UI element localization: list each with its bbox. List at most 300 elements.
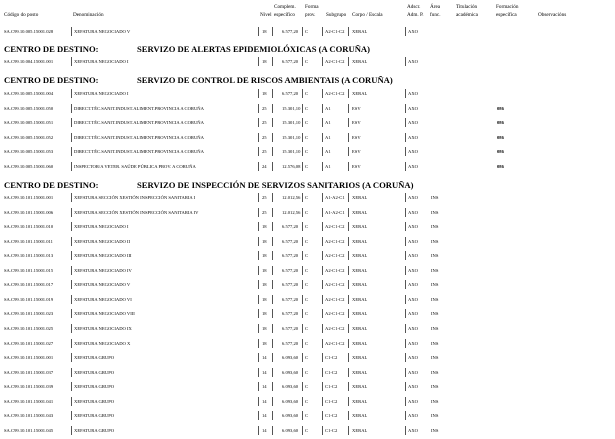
col-header-formacion-2: específica bbox=[496, 12, 517, 18]
table-row bbox=[0, 133, 615, 142]
cell-nivel: 18 bbox=[262, 296, 267, 302]
cell-codigo: SA.C99.10.101.15001.041 bbox=[4, 398, 54, 404]
cell-adscr: AXO bbox=[408, 120, 418, 125]
cell-subgrupo: C1-C2 bbox=[325, 398, 338, 404]
cell-area: INS bbox=[431, 195, 439, 200]
column-divider bbox=[71, 368, 72, 377]
col-header-forma-1: Forma bbox=[305, 4, 319, 10]
column-divider bbox=[71, 162, 72, 171]
column-divider bbox=[348, 295, 349, 304]
column-divider bbox=[405, 147, 406, 156]
cell-nivel: 14 bbox=[262, 384, 267, 390]
cell-complem: 6.093,60 bbox=[282, 427, 299, 433]
column-divider bbox=[322, 382, 323, 391]
column-divider bbox=[302, 27, 303, 36]
col-header-adscr-1: Adscr. bbox=[407, 4, 421, 10]
column-divider bbox=[71, 339, 72, 348]
column-divider bbox=[302, 147, 303, 156]
cell-forma: C bbox=[305, 355, 309, 361]
table-row bbox=[0, 266, 615, 275]
column-divider bbox=[405, 251, 406, 260]
column-divider bbox=[258, 27, 259, 36]
cell-adscr: AXO bbox=[408, 224, 418, 230]
column-divider bbox=[258, 193, 259, 202]
cell-denominacion: XEFATURA SECCIÓN XESTIÓN INSPECCIÓN SANITARIA IV bbox=[74, 209, 199, 215]
column-divider bbox=[348, 208, 349, 217]
cell-corpo: XERAL bbox=[352, 195, 368, 200]
cell-subgrupo: C1-C2 bbox=[325, 355, 338, 361]
column-divider bbox=[302, 426, 303, 435]
column-divider bbox=[258, 89, 259, 98]
cell-codigo: SA.C99.10.005.15001.053 bbox=[4, 149, 54, 154]
cell-forma: C bbox=[305, 149, 309, 154]
column-divider bbox=[302, 193, 303, 202]
column-divider bbox=[322, 353, 323, 362]
column-divider bbox=[322, 266, 323, 275]
cell-forma: C bbox=[305, 413, 309, 419]
cell-corpo: XERAL bbox=[352, 296, 368, 302]
column-divider bbox=[272, 280, 273, 289]
cell-corpo: XERAL bbox=[352, 413, 368, 419]
cell-complem: 6.577,20 bbox=[282, 311, 299, 317]
cell-corpo: ESV bbox=[352, 105, 361, 111]
cell-codigo: SA.C99.10.005.15001.028 bbox=[4, 29, 54, 34]
cell-corpo: XERAL bbox=[352, 209, 368, 215]
column-divider bbox=[258, 222, 259, 231]
table-row bbox=[0, 382, 615, 391]
column-divider bbox=[258, 324, 259, 333]
cell-denominacion: XEFATURA SECCIÓN XESTIÓN INSPECCIÓN SANITARIA I bbox=[74, 195, 196, 200]
cell-denominacion: XEFATURA NEGOCIADO VI bbox=[74, 296, 132, 302]
cell-subgrupo: A2-C1-C2 bbox=[325, 91, 345, 96]
column-divider bbox=[405, 382, 406, 391]
column-divider bbox=[71, 324, 72, 333]
cell-denominacion: XEFATURA NEGOCIADO III bbox=[74, 253, 132, 259]
cell-corpo: XERAL bbox=[352, 282, 368, 288]
column-divider bbox=[272, 251, 273, 260]
column-divider bbox=[272, 266, 273, 275]
cell-corpo: XERAL bbox=[352, 427, 368, 433]
table-row bbox=[0, 426, 615, 435]
cell-complem: 6.093,60 bbox=[282, 384, 299, 390]
column-divider bbox=[258, 147, 259, 156]
column-divider bbox=[302, 353, 303, 362]
cell-area: INS bbox=[431, 224, 439, 230]
cell-area: INS bbox=[431, 311, 439, 317]
column-divider bbox=[322, 208, 323, 217]
cell-codigo: SA.C99.10.004.15001.001 bbox=[4, 59, 54, 64]
table-row bbox=[0, 222, 615, 231]
column-divider bbox=[272, 222, 273, 231]
column-divider bbox=[405, 324, 406, 333]
column-divider bbox=[348, 89, 349, 98]
column-divider bbox=[322, 324, 323, 333]
cell-codigo: SA.C99.10.101.15001.001 bbox=[4, 195, 54, 200]
cell-nivel: 18 bbox=[262, 59, 267, 64]
cell-corpo: XERAL bbox=[352, 384, 368, 390]
cell-codigo: SA.C99.10.101.15001.013 bbox=[4, 253, 54, 259]
column-divider bbox=[272, 411, 273, 420]
column-divider bbox=[302, 222, 303, 231]
column-divider bbox=[258, 118, 259, 127]
cell-corpo: XERAL bbox=[352, 91, 368, 96]
table-row bbox=[0, 368, 615, 377]
cell-subgrupo: A2-C1-C2 bbox=[325, 311, 345, 317]
col-header-titulacion-2: académica bbox=[456, 12, 478, 18]
cell-subgrupo: C1-C2 bbox=[325, 369, 338, 375]
col-header-adscr-2: Adm. P. bbox=[407, 12, 424, 18]
cell-forma: C bbox=[305, 398, 309, 404]
cell-denominacion: XEFATURA NEGOCIADO IX bbox=[74, 325, 132, 331]
cell-formacion: 086 bbox=[497, 120, 504, 125]
column-divider bbox=[405, 222, 406, 231]
cell-subgrupo: A1 bbox=[325, 120, 331, 125]
column-divider bbox=[258, 382, 259, 391]
cell-codigo: SA.C99.10.101.15001.045 bbox=[4, 427, 54, 433]
column-divider bbox=[322, 339, 323, 348]
col-header-nivel: Nivel bbox=[260, 12, 272, 18]
col-header-formacion-1: Formación bbox=[496, 4, 519, 10]
cell-adscr: AXO bbox=[408, 253, 418, 259]
cell-adscr: AXO bbox=[408, 282, 418, 288]
column-divider bbox=[405, 339, 406, 348]
cell-complem: 6.577,20 bbox=[282, 267, 299, 273]
col-header-complem-1: Complem. bbox=[274, 4, 296, 10]
cell-denominacion: DIRECT.TÉC.SANIT.INDUST.ALIMENT.PROVINCIA A CORUÑA bbox=[74, 149, 204, 154]
column-divider bbox=[348, 147, 349, 156]
cell-area: INS bbox=[431, 253, 439, 259]
column-divider bbox=[258, 104, 259, 113]
column-divider bbox=[302, 237, 303, 246]
cell-subgrupo: C1-C2 bbox=[325, 427, 338, 433]
column-divider bbox=[405, 237, 406, 246]
column-divider bbox=[405, 353, 406, 362]
cell-adscr: AXO bbox=[408, 384, 418, 390]
cell-formacion: 086 bbox=[497, 134, 504, 140]
cell-nivel: 25 bbox=[262, 120, 267, 125]
column-divider bbox=[272, 426, 273, 435]
column-divider bbox=[348, 280, 349, 289]
column-divider bbox=[272, 104, 273, 113]
cell-nivel: 14 bbox=[262, 369, 267, 375]
cell-subgrupo: A2-C1-C2 bbox=[325, 282, 345, 288]
table-row bbox=[0, 147, 615, 156]
column-divider bbox=[71, 411, 72, 420]
column-divider bbox=[348, 118, 349, 127]
column-divider bbox=[405, 280, 406, 289]
table-row bbox=[0, 104, 615, 113]
column-divider bbox=[272, 324, 273, 333]
column-divider bbox=[322, 133, 323, 142]
column-divider bbox=[322, 411, 323, 420]
table-row bbox=[0, 324, 615, 333]
cell-area: INS bbox=[431, 325, 439, 331]
cell-corpo: XERAL bbox=[352, 398, 368, 404]
column-divider bbox=[348, 309, 349, 318]
column-divider bbox=[272, 382, 273, 391]
cell-area: INS bbox=[431, 355, 439, 361]
column-divider bbox=[272, 339, 273, 348]
column-divider bbox=[302, 89, 303, 98]
cell-nivel: 25 bbox=[262, 149, 267, 154]
cell-adscr: AXO bbox=[408, 369, 418, 375]
column-divider bbox=[405, 118, 406, 127]
column-divider bbox=[272, 237, 273, 246]
column-divider bbox=[71, 426, 72, 435]
column-divider bbox=[258, 309, 259, 318]
column-divider bbox=[405, 193, 406, 202]
cell-denominacion: XEFATURA GRUPO bbox=[74, 427, 115, 433]
cell-corpo: XERAL bbox=[352, 224, 368, 230]
column-divider bbox=[272, 147, 273, 156]
column-divider bbox=[71, 353, 72, 362]
cell-forma: C bbox=[305, 369, 309, 375]
cell-nivel: 18 bbox=[262, 253, 267, 259]
cell-forma: C bbox=[305, 29, 309, 34]
table-row bbox=[0, 339, 615, 348]
column-divider bbox=[71, 397, 72, 406]
cell-nivel: 25 bbox=[262, 195, 267, 200]
cell-corpo: XERAL bbox=[352, 311, 368, 317]
column-divider bbox=[71, 193, 72, 202]
cell-denominacion: XEFATURA NEGOCIADO VIII bbox=[74, 311, 135, 317]
column-divider bbox=[348, 222, 349, 231]
column-divider bbox=[405, 397, 406, 406]
cell-corpo: XERAL bbox=[352, 253, 368, 259]
column-divider bbox=[322, 280, 323, 289]
cell-nivel: 18 bbox=[262, 325, 267, 331]
cell-codigo: SA.C99.10.005.15001.052 bbox=[4, 134, 54, 140]
cell-corpo: XERAL bbox=[352, 325, 368, 331]
cell-corpo: XERAL bbox=[352, 340, 368, 346]
cell-adscr: AXO bbox=[408, 427, 418, 433]
column-divider bbox=[302, 382, 303, 391]
table-row bbox=[0, 295, 615, 304]
cell-forma: C bbox=[305, 238, 309, 244]
cell-complem: 15.301,10 bbox=[282, 105, 301, 111]
column-divider bbox=[322, 57, 323, 66]
cell-subgrupo: A2-C1-C2 bbox=[325, 59, 345, 64]
cell-nivel: 18 bbox=[262, 340, 267, 346]
col-header-observacions: Observacións bbox=[538, 12, 567, 18]
column-divider bbox=[71, 237, 72, 246]
column-divider bbox=[71, 133, 72, 142]
column-divider bbox=[322, 118, 323, 127]
cell-complem: 12.576,08 bbox=[282, 163, 301, 169]
cell-complem: 6.577,20 bbox=[282, 340, 299, 346]
column-divider bbox=[405, 133, 406, 142]
cell-denominacion: XEFATURA GRUPO bbox=[74, 355, 115, 361]
cell-denominacion: DIRECT.TÉC.SANIT.INDUST.ALIMENT.PROVINCIA A CORUÑA bbox=[74, 134, 204, 140]
cell-subgrupo: A1-A2-C1 bbox=[325, 195, 345, 200]
column-divider bbox=[405, 57, 406, 66]
cell-forma: C bbox=[305, 296, 309, 302]
cell-forma: C bbox=[305, 384, 309, 390]
cell-subgrupo: A1 bbox=[325, 149, 331, 154]
table-row bbox=[0, 411, 615, 420]
cell-codigo: SA.C99.10.101.15001.015 bbox=[4, 267, 54, 273]
cell-codigo: SA.C99.10.005.15001.050 bbox=[4, 105, 54, 111]
cell-adscr: AXO bbox=[408, 325, 418, 331]
cell-complem: 6.577,20 bbox=[282, 282, 299, 288]
column-divider bbox=[348, 324, 349, 333]
cell-nivel: 14 bbox=[262, 398, 267, 404]
column-divider bbox=[71, 309, 72, 318]
table-row bbox=[0, 251, 615, 260]
column-divider bbox=[302, 280, 303, 289]
cell-denominacion: XEFATURA NEGOCIADO I bbox=[74, 59, 129, 64]
cell-subgrupo: C1-C2 bbox=[325, 413, 338, 419]
table-row bbox=[0, 237, 615, 246]
column-divider bbox=[348, 193, 349, 202]
column-divider bbox=[405, 309, 406, 318]
cell-denominacion: XEFATURA GRUPO bbox=[74, 398, 115, 404]
column-divider bbox=[348, 353, 349, 362]
column-divider bbox=[348, 57, 349, 66]
cell-denominacion: DIRECT.TÉC.SANIT.INDUST.ALIMENT.PROVINCIA A CORUÑA bbox=[74, 120, 204, 125]
cell-codigo: SA.C99.10.101.15001.043 bbox=[4, 413, 54, 419]
cell-adscr: AXO bbox=[408, 311, 418, 317]
cell-complem: 6.093,60 bbox=[282, 369, 299, 375]
cell-codigo: SA.C99.10.005.15001.060 bbox=[4, 163, 54, 169]
centro-name: SERVIZO DE ALERTAS EPIDEMIOLÓXICAS (A CORUÑA) bbox=[137, 44, 370, 54]
column-divider bbox=[348, 162, 349, 171]
column-divider bbox=[302, 339, 303, 348]
cell-complem: 6.577,20 bbox=[282, 91, 299, 96]
cell-subgrupo: A2-C1-C2 bbox=[325, 224, 345, 230]
column-divider bbox=[322, 193, 323, 202]
column-divider bbox=[258, 295, 259, 304]
cell-complem: 6.093,60 bbox=[282, 398, 299, 404]
cell-nivel: 18 bbox=[262, 91, 267, 96]
column-divider bbox=[405, 162, 406, 171]
cell-denominacion: XEFATURA NEGOCIADO I bbox=[74, 91, 129, 96]
cell-area: INS bbox=[431, 296, 439, 302]
cell-nivel: 14 bbox=[262, 413, 267, 419]
cell-adscr: AXO bbox=[408, 209, 418, 215]
cell-complem: 15.301,10 bbox=[282, 134, 301, 140]
column-divider bbox=[302, 133, 303, 142]
cell-forma: C bbox=[305, 59, 309, 64]
column-divider bbox=[348, 368, 349, 377]
table-row bbox=[0, 397, 615, 406]
column-divider bbox=[322, 368, 323, 377]
column-divider bbox=[272, 208, 273, 217]
table-row bbox=[0, 309, 615, 318]
cell-forma: C bbox=[305, 209, 309, 215]
cell-corpo: ESV bbox=[352, 149, 361, 154]
column-divider bbox=[322, 162, 323, 171]
col-header-area-1: Área bbox=[430, 4, 441, 10]
column-divider bbox=[272, 368, 273, 377]
cell-nivel: 25 bbox=[262, 134, 267, 140]
column-divider bbox=[405, 411, 406, 420]
column-divider bbox=[258, 57, 259, 66]
cell-complem: 6.577,20 bbox=[282, 29, 299, 34]
table-row bbox=[0, 162, 615, 171]
column-divider bbox=[71, 382, 72, 391]
cell-nivel: 14 bbox=[262, 355, 267, 361]
column-divider bbox=[405, 208, 406, 217]
cell-codigo: SA.C99.10.101.15001.019 bbox=[4, 296, 54, 302]
cell-area: INS bbox=[431, 413, 439, 419]
column-divider bbox=[348, 266, 349, 275]
column-divider bbox=[272, 193, 273, 202]
column-divider bbox=[258, 353, 259, 362]
centro-label: CENTRO DE DESTINO: bbox=[4, 44, 99, 54]
cell-nivel: 25 bbox=[262, 209, 267, 215]
column-divider bbox=[348, 411, 349, 420]
cell-denominacion: XEFATURA NEGOCIADO II bbox=[74, 238, 131, 244]
column-divider bbox=[405, 426, 406, 435]
col-header-subgrupo: Subgrupo bbox=[326, 12, 347, 18]
cell-codigo: SA.C99.10.101.15001.023 bbox=[4, 311, 54, 317]
column-divider bbox=[405, 266, 406, 275]
centro-label: CENTRO DE DESTINO: bbox=[4, 75, 99, 85]
column-divider bbox=[405, 368, 406, 377]
cell-formacion: 086 bbox=[497, 163, 504, 169]
cell-complem: 6.093,60 bbox=[282, 355, 299, 361]
column-divider bbox=[302, 104, 303, 113]
cell-denominacion: XEFATURA GRUPO bbox=[74, 413, 115, 419]
col-header-codigo: Código do posto bbox=[4, 12, 39, 18]
cell-forma: C bbox=[305, 267, 309, 273]
column-divider bbox=[71, 57, 72, 66]
column-divider bbox=[302, 411, 303, 420]
cell-formacion: 086 bbox=[497, 149, 504, 154]
cell-codigo: SA.C99.10.101.15001.027 bbox=[4, 340, 54, 346]
cell-complem: 6.093,60 bbox=[282, 413, 299, 419]
column-divider bbox=[405, 104, 406, 113]
column-divider bbox=[258, 397, 259, 406]
cell-denominacion: XEFATURA NEGOCIADO X bbox=[74, 340, 131, 346]
col-header-denominacion: Denominación bbox=[73, 12, 104, 18]
column-divider bbox=[322, 426, 323, 435]
cell-subgrupo: C1-C2 bbox=[325, 384, 338, 390]
column-divider bbox=[322, 89, 323, 98]
column-divider bbox=[258, 237, 259, 246]
column-divider bbox=[302, 162, 303, 171]
column-divider bbox=[322, 251, 323, 260]
column-divider bbox=[258, 339, 259, 348]
column-divider bbox=[348, 426, 349, 435]
cell-complem: 6.577,20 bbox=[282, 59, 299, 64]
cell-nivel: 18 bbox=[262, 282, 267, 288]
cell-complem: 6.577,20 bbox=[282, 253, 299, 259]
column-divider bbox=[302, 368, 303, 377]
cell-subgrupo: A2-C1-C2 bbox=[325, 253, 345, 259]
column-divider bbox=[348, 251, 349, 260]
cell-complem: 6.577,20 bbox=[282, 224, 299, 230]
cell-codigo: SA.C99.10.101.15001.039 bbox=[4, 384, 54, 390]
cell-adscr: AXO bbox=[408, 59, 418, 64]
cell-forma: C bbox=[305, 163, 309, 169]
cell-codigo: SA.C99.10.101.15001.025 bbox=[4, 325, 54, 331]
column-divider bbox=[322, 237, 323, 246]
column-divider bbox=[258, 411, 259, 420]
column-divider bbox=[302, 251, 303, 260]
cell-codigo: SA.C99.10.101.15001.037 bbox=[4, 369, 54, 375]
col-header-forma-2: prov. bbox=[305, 12, 316, 18]
cell-adscr: AXO bbox=[408, 413, 418, 419]
table-row bbox=[0, 57, 615, 66]
cell-complem: 6.577,20 bbox=[282, 325, 299, 331]
centro-label: CENTRO DE DESTINO: bbox=[4, 180, 99, 190]
cell-forma: C bbox=[305, 282, 309, 288]
cell-forma: C bbox=[305, 120, 309, 125]
cell-adscr: AXO bbox=[408, 29, 418, 34]
col-header-corpo: Corpo / Escala bbox=[352, 12, 383, 18]
